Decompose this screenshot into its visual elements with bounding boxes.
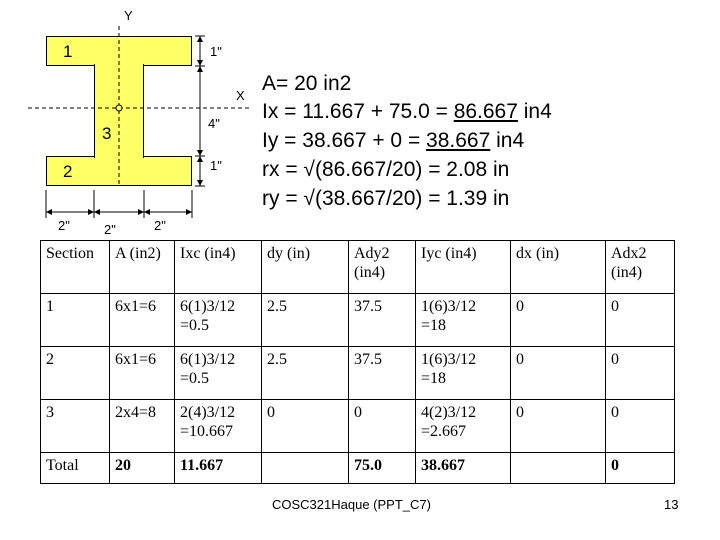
header-cell: dy (in) [262,241,349,294]
table-row [41,347,675,400]
area-text: A= 20 in2 [262,72,352,95]
dim-w1-label: 2" [58,218,70,233]
table-cell: 11.667 [175,453,262,484]
table-cell: 0 [262,400,349,453]
ry-text: ry = √(38.667/20) = 1.39 in [262,187,510,210]
ix-formula [262,98,552,126]
table-cell: 0 [606,294,675,347]
table-cell: 0 [606,347,675,400]
section-2-label: 2 [63,162,73,181]
section-properties-table [40,240,675,484]
table-cell: 38.667 [416,453,511,484]
iy-value: 38.667 [426,129,491,152]
area-formula [262,70,351,98]
table-cell: 0 [511,400,606,453]
table-cell: 37.5 [349,347,416,400]
dim-bot-label: 1" [210,158,222,173]
iy-unit: in4 [490,129,525,152]
table-cell: 2.5 [262,294,349,347]
table-row [41,400,675,453]
table-cell: 6x1=6 [110,347,175,400]
table-cell: 2(4)3/12 =10.667 [175,400,262,453]
dim-top-label: 1" [210,44,222,59]
page-number: 13 [664,497,679,512]
table-cell: 75.0 [349,453,416,484]
table-row [41,294,675,347]
dim-w3-label: 2" [154,218,166,233]
ix-unit: in4 [517,100,552,123]
iy-formula [262,127,524,155]
y-axis-label: Y [124,8,133,23]
table-cell: 6(1)3/12 =0.5 [175,294,262,347]
ix-prefix: Ix = 11.667 + 75.0 = [262,100,454,123]
table-cell: 1(6)3/12 =18 [416,294,511,347]
iy-prefix: Iy = 38.667 + 0 = [262,129,427,152]
ix-value: 86.667 [453,100,518,123]
figure-lines [0,0,260,240]
dim-w2-label: 2" [104,222,116,237]
table-cell: 2.5 [262,347,349,400]
section-3-label: 3 [102,124,112,143]
table-cell: 0 [511,347,606,400]
header-cell: Ixc (in4) [175,241,262,294]
table-cell [511,453,606,484]
header-cell: Section [41,241,110,294]
table-cell: 4(2)3/12 =2.667 [416,400,511,453]
table-cell: 37.5 [349,294,416,347]
header-cell: dx (in) [511,241,606,294]
table-header-row [41,241,675,294]
table-total-row [41,453,675,484]
x-axis-label: X [236,88,245,103]
rx-text: rx = √(86.667/20) = 2.08 in [262,158,510,181]
table-cell: 0 [606,453,675,484]
table-cell: 2 [41,347,110,400]
table-cell: 1(6)3/12 =18 [416,347,511,400]
footer-text: COSC321Haque (PPT_C7) [272,497,431,512]
table-cell: 0 [511,294,606,347]
table-cell: 6(1)3/12 =0.5 [175,347,262,400]
table-cell [262,453,349,484]
ry-formula [262,185,509,213]
header-cell: Iyc (in4) [416,241,511,294]
table-cell: 2x4=8 [110,400,175,453]
table-cell: 6x1=6 [110,294,175,347]
header-cell: A (in2) [110,241,175,294]
rx-formula [262,156,509,184]
table-cell: Total [41,453,110,484]
section-1-label: 1 [63,42,73,61]
table-cell: 20 [110,453,175,484]
header-cell: Adx2 (in4) [606,241,675,294]
header-cell: Ady2 (in4) [349,241,416,294]
table-cell: 0 [606,400,675,453]
table-cell: 1 [41,294,110,347]
table-cell: 0 [349,400,416,453]
table-cell: 3 [41,400,110,453]
dim-mid-label: 4" [208,116,220,131]
